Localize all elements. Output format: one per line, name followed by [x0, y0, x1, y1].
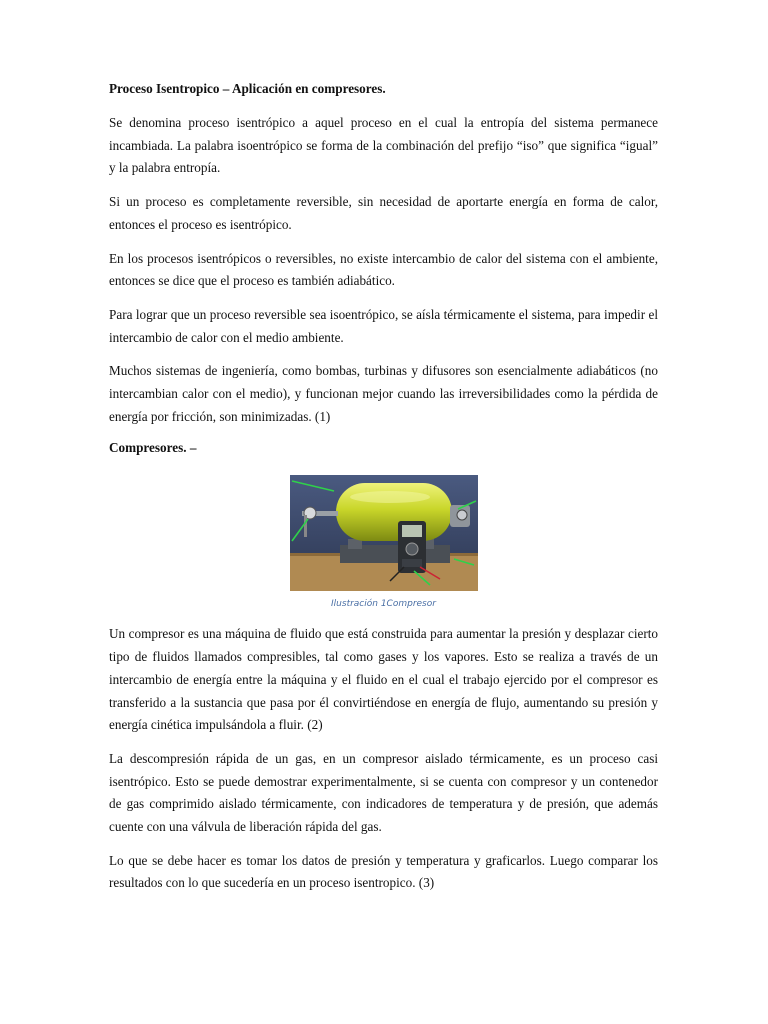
intro-paragraph-5: Muchos sistemas de ingeniería, como bombas, turbinas y difusores son esencialmente adiabáticos (no intercambian calor con el medio), y funcionan mejor cuando las irreversibilidades como la pérdida de energía por fricción, son minimizadas. (1)	[109, 363, 658, 424]
intro-paragraph-4: Para lograr que un proceso reversible sea isoentrópico, se aísla térmicamente el sistema, para impedir el intercambio de calor con el medio ambiente.	[109, 306, 658, 345]
body-paragraph-2: La descompresión rápida de un gas, en un compresor aislado térmicamente, es un proceso casi isentrópico. Esto se puede demostrar experimentalmente, si se cuenta con compresor y un contenedor de gas comprimido aislado térmicamente, con indicadores de temperatura y de presión, que además cuente con una válvula de liberación rápida del gas.	[109, 750, 658, 835]
document-page	[109, 80, 658, 906]
body-paragraph-1: Un compresor es una máquina de fluido que está construida para aumentar la presión y desplazar cierto tipo de fluidos llamados compresibles, tal como gases y los vapores. Esto se realiza a través de un intercambio de energía entre la máquina y el fluido en el cual el trabajo ejercido por el compresor es transferido a la sustancia que pasa por él convirtiéndose en energía de flujo, aumentando su presión y energía cinética impulsándola a fluir. (2)	[109, 626, 658, 733]
document-title: Proceso Isentropico – Aplicación en compresores.	[109, 81, 386, 96]
intro-paragraph-2: Si un proceso es completamente reversible, sin necesidad de aportarte energía en forma de calor, entonces el proceso es isentrópico.	[109, 194, 658, 232]
figure-caption: Ilustración 1Compresor	[331, 599, 436, 610]
figure-compressor	[109, 475, 658, 609]
intro-paragraph-1: Se denomina proceso isentrópico a aquel proceso en el cual la entropía del sistema permanece incambiada. La palabra isoentrópico se forma de la combinación del prefijo “iso” que significa “igual” y la palabra entropía.	[109, 115, 658, 176]
compressor-photo	[290, 475, 478, 591]
body-paragraph-3: Lo que se debe hacer es tomar los datos de presión y temperatura y graficarlos. Luego comparar los resultados con lo que sucedería en un proceso isentropico. (3)	[109, 852, 658, 891]
section-heading-compresores: Compresores. –	[109, 440, 197, 456]
intro-paragraph-3: En los procesos isentrópicos o reversibles, no existe intercambio de calor del sistema con el ambiente, entonces se dice que el proceso es también adiabático.	[109, 250, 658, 289]
